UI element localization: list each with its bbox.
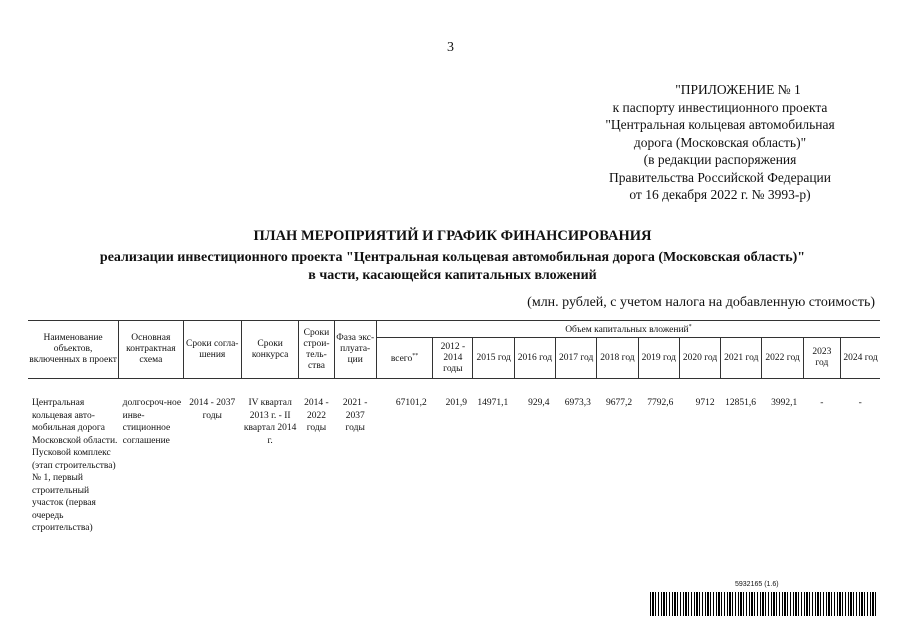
document-subtitle-2: в части, касающейся капитальных вложений bbox=[308, 268, 597, 283]
barcode bbox=[650, 592, 878, 616]
header-object: Наименование объектов, включенных в проект bbox=[28, 321, 119, 379]
header-competition: Сроки конкурса bbox=[241, 321, 298, 379]
cell-value: - bbox=[858, 398, 862, 409]
cell-value: 6973,3 bbox=[564, 398, 591, 409]
cell-value: 14971,1 bbox=[477, 398, 509, 409]
header-period: 2019 год bbox=[638, 338, 679, 379]
cell-value: - bbox=[820, 398, 824, 409]
header-period: 2018 год bbox=[597, 338, 638, 379]
cell-value: 201,9 bbox=[445, 398, 467, 409]
cell-operation: 2021 - 2037 годы bbox=[342, 398, 368, 434]
cell-total: 67101,2 bbox=[395, 398, 427, 409]
header-period: 2016 год bbox=[514, 338, 555, 379]
cell-construction: 2014 - 2022 годы bbox=[304, 398, 329, 434]
header-period: 2020 год bbox=[679, 338, 720, 379]
cell-object: Центральная кольцевая авто-мобильная дорога Московской области. Пусковой комплекс (этап строительства) № 1, первый строительный участок (первая очередь строительства) bbox=[32, 398, 118, 534]
cell-value: 929,4 bbox=[528, 398, 550, 409]
appendix-line: дорога (Московская область)" bbox=[633, 134, 807, 150]
header-period: 2015 год bbox=[473, 338, 514, 379]
appendix-title: "ПРИЛОЖЕНИЕ № 1 bbox=[675, 82, 801, 97]
cell-competition: IV квартал 2013 г. - II квартал 2014 г. bbox=[243, 398, 297, 446]
cell-value: 12851,6 bbox=[725, 398, 756, 409]
header-period: 2012 - 2014 годы bbox=[433, 338, 473, 379]
appendix-line: (в редакции распоряжения bbox=[643, 152, 797, 167]
cell-agreement: 2014 - 2037 годы bbox=[189, 398, 236, 421]
header-period: 2021 год bbox=[721, 338, 762, 379]
header-period: 2023 год bbox=[803, 338, 840, 379]
header-period: 2024 год bbox=[840, 338, 880, 379]
appendix-line: от 16 декабря 2022 г. № 3993-р) bbox=[629, 187, 811, 202]
header-agreement: Сроки согла-шения bbox=[183, 321, 241, 379]
header-construction: Сроки строи-тель-ства bbox=[299, 321, 334, 379]
barcode-number: 5932165 (1.6) bbox=[735, 581, 779, 588]
document-subtitle: реализации инвестиционного проекта "Центральная кольцевая автомобильная дорога (Московская область)" bbox=[99, 250, 806, 265]
header-budget: Объем капитальных вложений* bbox=[376, 321, 880, 338]
document-title: ПЛАН МЕРОПРИЯТИЙ И ГРАФИК ФИНАНСИРОВАНИЯ bbox=[253, 228, 652, 244]
table-row bbox=[28, 395, 880, 537]
appendix-line: "Центральная кольцевая автомобильная bbox=[605, 117, 835, 132]
cell-value: 3992,1 bbox=[771, 398, 798, 409]
units-note: (млн. рублей, с учетом налога на добавленную стоимость) bbox=[527, 295, 875, 310]
cell-value: 9677,2 bbox=[605, 398, 633, 409]
cell-value: 9712 bbox=[695, 398, 715, 409]
cell-scheme: долгосроч-ное инве-стиционное соглашение bbox=[122, 398, 182, 446]
page-number: 3 bbox=[447, 40, 454, 55]
appendix-block bbox=[560, 81, 880, 204]
appendix-line: Правительства Российской Федерации bbox=[609, 169, 831, 185]
cell-value: 7792,6 bbox=[647, 398, 674, 409]
appendix-line: к паспорту инвестиционного проекта bbox=[612, 99, 828, 115]
header-period: 2017 год bbox=[556, 338, 597, 379]
header-operation: Фаза экс-плуата-ции bbox=[334, 321, 376, 379]
header-total: всего** bbox=[376, 338, 432, 379]
header-scheme: Основная контрактная схема bbox=[119, 321, 183, 379]
header-period: 2022 год bbox=[762, 338, 803, 379]
financing-table bbox=[28, 320, 880, 537]
